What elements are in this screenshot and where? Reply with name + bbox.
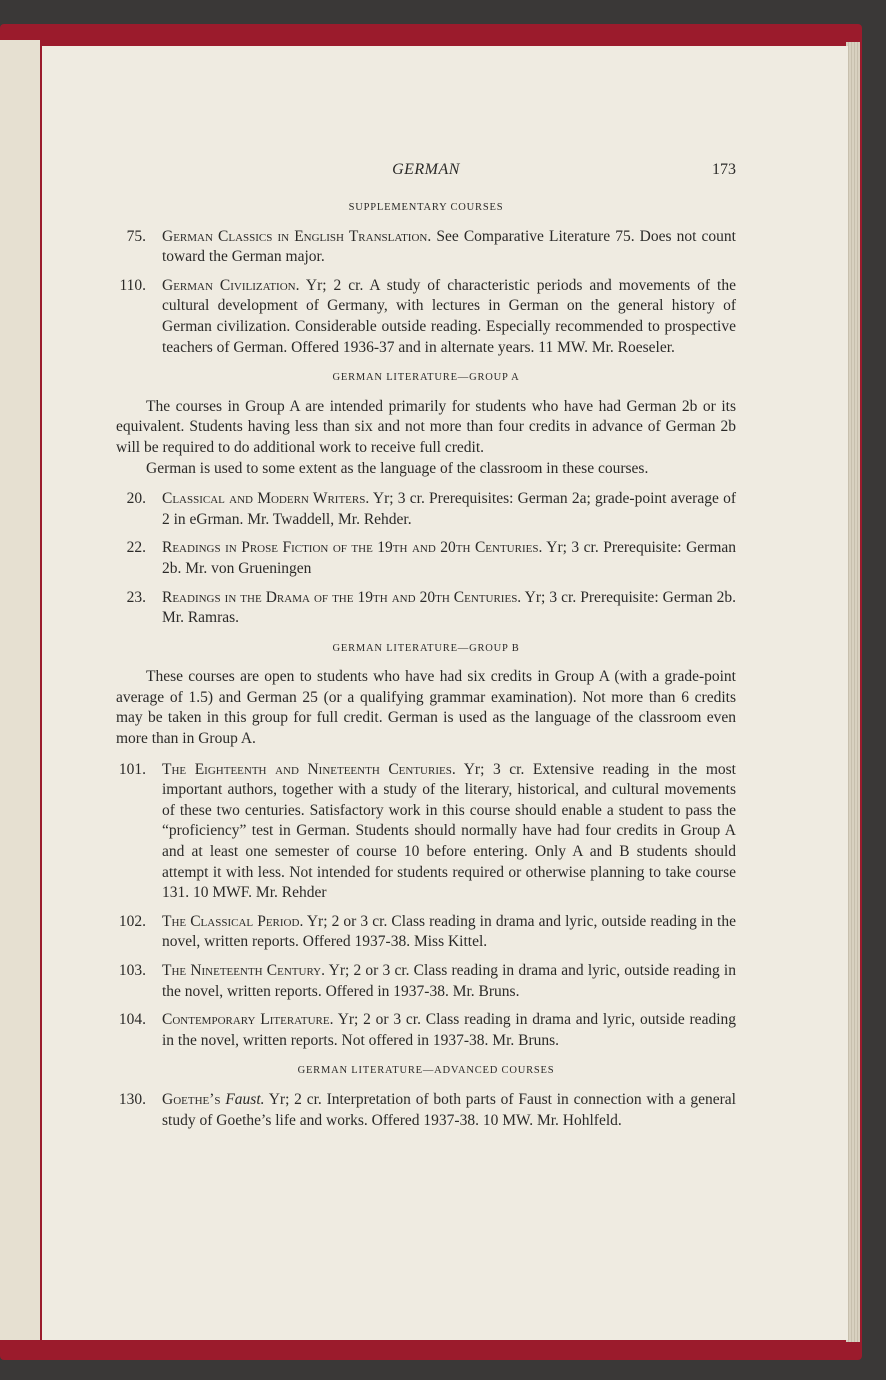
course-entry <box>116 538 736 579</box>
paragraph: German is used to some extent as the language of the classroom in these courses. <box>146 459 649 477</box>
facing-page-edge <box>0 40 40 1340</box>
course-text: Yr; 3 cr. Prerequisite: German 2b. Mr. Ramras. <box>162 588 737 627</box>
course-description <box>162 912 736 953</box>
section <box>116 198 736 358</box>
sections <box>116 198 736 1131</box>
course-title: Readings in Prose Fiction of the 19th and 20th Centuries. <box>162 539 543 557</box>
intro-paragraphs <box>116 397 736 479</box>
course-description <box>162 588 736 629</box>
course-number: 102. <box>118 912 146 930</box>
course-description <box>162 760 736 904</box>
intro-paragraphs <box>116 667 736 749</box>
section-heading: GERMAN LITERATURE—ADVANCED COURSES <box>297 1065 555 1077</box>
course-entry <box>116 1090 736 1131</box>
section <box>116 1061 736 1131</box>
course-description <box>162 1090 736 1131</box>
course-text: Yr; 2 cr. Interpretation of both parts of Faust in connection with a general study of Goethe’s life and works. Offered 1937-38. 10 MW. Mr. Hohlfeld. <box>162 1090 736 1129</box>
course-text: Yr; 2 cr. A study of characteristic periods and movements of the cultural development of Germany, with lectures in German on the general history of German civilization. Considerable outside reading. Especially recommended to prospective teachers of German. Offered 1936-37 and in alternate years. 11 MW. Mr. Roeseler. <box>162 276 736 356</box>
course-title: German Civilization. <box>162 276 300 294</box>
course-number: 23. <box>126 588 146 606</box>
section-heading: GERMAN LITERATURE—GROUP A <box>332 372 520 384</box>
course-text: Yr; 3 cr. Extensive reading in the most important authors, together with a study of the literary, historical, and cultural movements of these two centuries. Satisfactory work in this course should enable a student to pass the “proficiency” test in German. Students should normally have had four credits in Group A and at least one semester of course 10 before entering. Only A and B students should attempt it with less. Not intended for students required or otherwise planning to take course 131. 10 MWF. Mr. Rehder <box>162 760 736 902</box>
course-title-italic: Faust. <box>225 1090 265 1108</box>
course-text: Yr; 3 cr. Prerequisite: German 2b. Mr. von Grueningen <box>162 539 736 577</box>
course-text: Yr; 2 or 3 cr. Class reading in drama and lyric, outside reading in the novel, written reports. Offered 1937-38. Miss Kittel. <box>162 912 736 951</box>
course-description <box>162 276 736 358</box>
course-number: 20. <box>126 490 146 508</box>
course-number: 22. <box>126 539 146 557</box>
course-entry <box>116 227 736 268</box>
section-heading: SUPPLEMENTARY COURSES <box>348 202 504 213</box>
course-text: Yr; 2 or 3 cr. Class reading in drama and lyric, outside reading in the novel, written reports. Offered in 1937-38. Mr. Bruns. <box>162 962 736 1000</box>
course-description <box>162 1010 736 1051</box>
course-number: 103. <box>118 962 146 979</box>
page-content <box>116 160 736 1139</box>
paragraph: The courses in Group A are intended primarily for students who have had German 2b or its equivalent. Students having less than six and not more than four credits in advance of German 2b will be required to do additional work to receive full credit. <box>116 397 736 456</box>
course-text: See Comparative Literature 75. Does not count toward the German major. <box>162 227 736 266</box>
course-title: The Eighteenth and Nineteenth Centuries. <box>162 760 456 778</box>
section <box>116 368 736 629</box>
course-entry <box>116 489 736 530</box>
course-title: Readings in the Drama of the 19th and 20th Centuries. <box>162 588 522 606</box>
page-stack-edge <box>846 42 860 1342</box>
paragraph: These courses are open to students who have had six credits in Group A (with a grade-point average of 1.5) and German 25 (or a qualifying grammar examination). Not more than 6 credits may be taken in this group for full credit. German is used as the language of the classroom even more than in Group A. <box>116 668 736 748</box>
section <box>116 639 736 1052</box>
course-title: The Classical Period. <box>162 912 304 930</box>
course-entry <box>116 912 736 953</box>
course-entry <box>116 961 736 1002</box>
course-entry <box>116 588 736 629</box>
course-number: 101. <box>118 760 146 778</box>
running-head <box>116 160 736 184</box>
running-title: GERMAN <box>392 161 460 178</box>
course-description <box>162 227 736 268</box>
course-text: Yr; 3 cr. Prerequisites: German 2a; grade-point average of 2 in eGrman. Mr. Twaddell, Mr. Rehder. <box>162 490 736 528</box>
course-title: Goethe’s <box>162 1090 221 1108</box>
course-entry <box>116 1010 736 1051</box>
course-title: The Nineteenth Century. <box>162 962 325 979</box>
course-number: 104. <box>118 1011 146 1029</box>
course-entry <box>116 276 736 358</box>
course-number: 110. <box>119 276 146 294</box>
course-title: Classical and Modern Writers. <box>162 490 370 508</box>
course-text: Yr; 2 or 3 cr. Class reading in drama and lyric, outside reading in the novel, written reports. Not offered in 1937-38. Mr. Bruns. <box>162 1011 736 1049</box>
page-number: 173 <box>712 161 736 178</box>
course-description <box>162 538 736 579</box>
course-entry <box>116 760 736 904</box>
course-number: 75. <box>126 227 146 245</box>
course-description <box>162 489 736 530</box>
course-description <box>162 961 736 1002</box>
section-heading: GERMAN LITERATURE—GROUP B <box>332 642 520 654</box>
course-title: Contemporary Literature. <box>162 1011 334 1029</box>
course-title: German Classics in English Translation. <box>162 227 432 245</box>
course-number: 130. <box>118 1090 146 1108</box>
